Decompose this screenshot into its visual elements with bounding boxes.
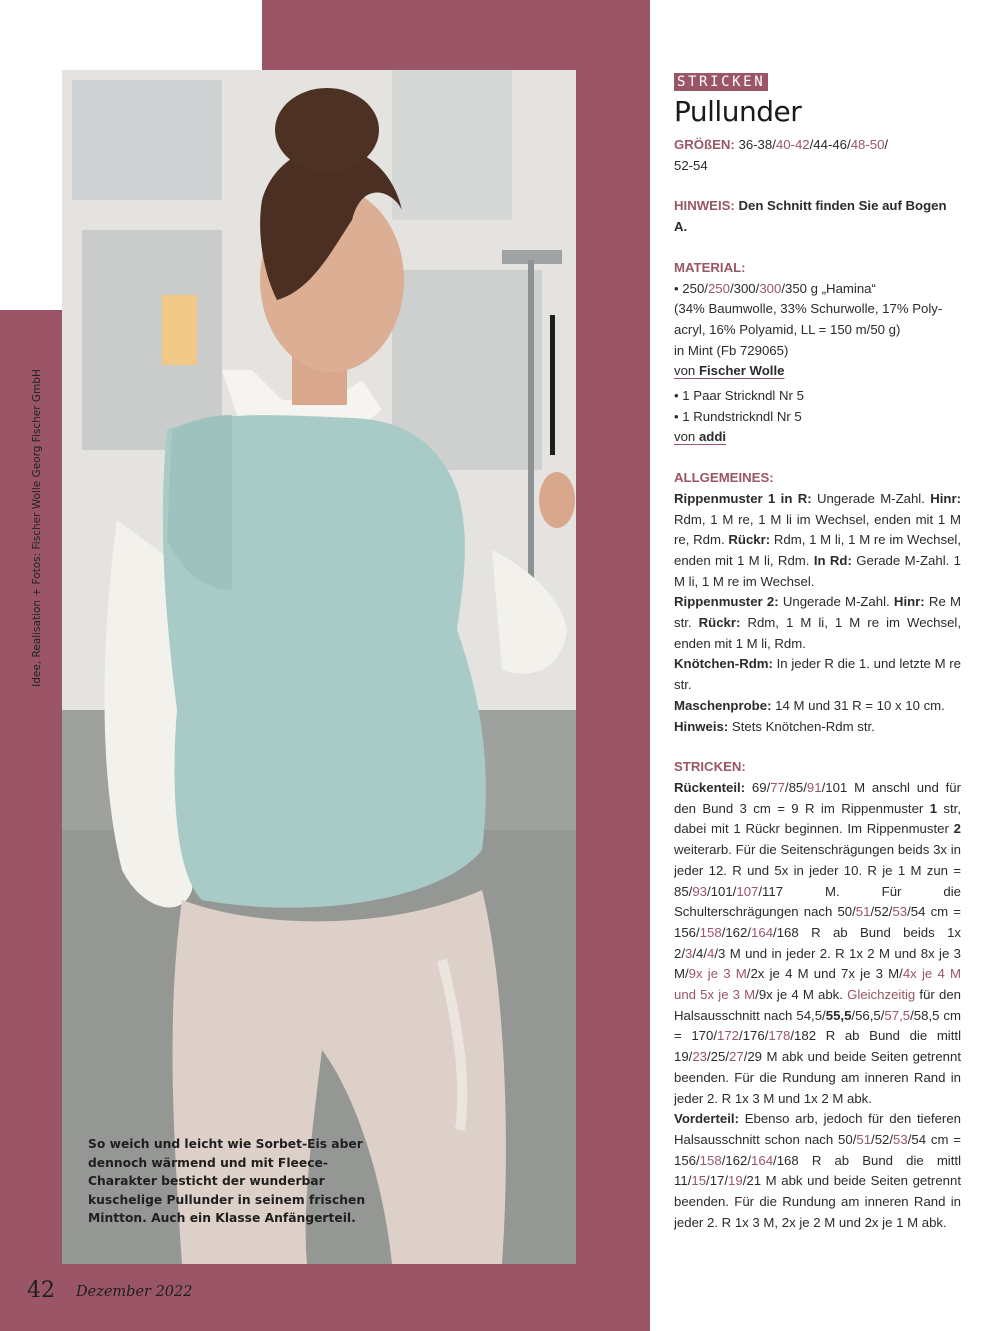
text: Ungerade M-Zahl. xyxy=(811,490,931,506)
text: /117 M. Für die Schulterschrägungen nach 50/ xyxy=(674,883,961,920)
yarn-composition: (34% Baumwolle, 33% Schurwolle, 17% Poly- xyxy=(674,301,943,317)
text: für den Halsausschnitt nach 54,5/ xyxy=(674,987,961,1023)
text: /101/ xyxy=(707,883,737,899)
sizes-section xyxy=(674,135,961,176)
alt-value: 93 xyxy=(692,883,708,899)
alt-value: 250 xyxy=(707,280,730,296)
photo-illustration xyxy=(62,70,576,1264)
text: von xyxy=(674,429,696,445)
alt-value: 53 xyxy=(892,904,908,920)
knitting-section xyxy=(674,757,961,1233)
issue-date: Dezember 2022 xyxy=(76,1284,193,1300)
brand-name: addi xyxy=(698,429,727,445)
text: /4/ xyxy=(692,945,708,961)
text: Ebenso arb, jedoch für den tieferen Halsausschnitt schon nach 50/ xyxy=(674,1111,961,1147)
text: /162/ xyxy=(721,1152,752,1168)
text: /56,5/ xyxy=(851,1007,885,1023)
size: 52-54 xyxy=(674,157,708,173)
text: Rdm, 1 M li, 1 M re im Wechsel, enden mit 1 M li, Rdm. xyxy=(674,615,962,651)
text: /85/ xyxy=(784,779,807,795)
text: von xyxy=(674,363,696,379)
model-photo xyxy=(62,70,576,1264)
category-label: STRICKEN xyxy=(674,73,768,91)
text: /3 M und in jeder 2. R 1x 2 M und 8x je 3 M/ xyxy=(674,945,961,982)
alt-value: 300 xyxy=(759,280,782,296)
alt-value: 91 xyxy=(806,779,822,795)
size-alt: 40-42 xyxy=(775,137,810,152)
knot-edge xyxy=(674,654,961,695)
term: Maschenprobe: xyxy=(674,697,772,713)
text: In jeder R die 1. und letzte M re str. xyxy=(674,656,961,693)
photo-caption: So weich und leicht wie Sorbet-Eis aber dennoch wärmend und mit Fleece-Charakter besticht der wunderbar kuschelige Pullunder in seinem frischen Mintton. Auch ein Klasse Anfängerteil. xyxy=(88,1137,366,1225)
text: /162/ xyxy=(721,924,752,940)
alt-value: 51 xyxy=(856,1131,872,1147)
term: Vorderteil: xyxy=(674,1111,739,1127)
text: str, dabei mit 1 Rückr beginnen. Im Rippenmuster xyxy=(674,800,961,837)
alt-value: 107 xyxy=(736,883,759,899)
term: In Rd: xyxy=(813,552,852,568)
term: Rückr: xyxy=(728,532,771,548)
text: /54 cm = 156/ xyxy=(674,1131,961,1168)
back-instructions xyxy=(674,778,961,1109)
term: Hinr: xyxy=(930,490,962,506)
alt-value: 164 xyxy=(751,924,774,940)
page-number: 42 xyxy=(27,1278,55,1303)
text: • 250/ xyxy=(674,280,708,296)
knitting-label: STRICKEN: xyxy=(674,759,746,775)
text: /2x je 4 M und 7x je 3 M/ xyxy=(746,966,903,982)
alt-value: 51 xyxy=(855,904,871,920)
alt-value: 15 xyxy=(691,1173,707,1189)
alt-value: 57,5 xyxy=(884,1007,911,1023)
text: Re M str. xyxy=(674,594,961,631)
note-section xyxy=(674,196,961,237)
general-note xyxy=(674,717,961,738)
text: /300/ xyxy=(729,280,760,296)
text: /52/ xyxy=(871,1131,894,1147)
size-alt: 48-50 xyxy=(850,137,885,152)
size: 36-38 xyxy=(738,137,773,152)
term: Rippenmuster 1 in R: xyxy=(674,490,812,506)
text: Rdm, 1 M li, 1 M re im Wechsel, enden mit 1 M li, Rdm. xyxy=(674,532,961,568)
text: /52/ xyxy=(870,904,893,920)
needle-item: • 1 Rundstrickndl Nr 5 xyxy=(674,408,802,424)
alt-value: 158 xyxy=(699,924,722,940)
text: /29 M abk und beide Seiten getrennt beenden. Für die Rundung am inneren Rand in jeder 2. R 1x 3 M und 1x 2 M abk. xyxy=(674,1049,961,1106)
alt-value: 9x je 3 M xyxy=(688,966,747,982)
yarn-composition: acryl, 16% Polyamid, LL = 150 m/50 g) xyxy=(674,321,901,337)
brand-name: Fischer Wolle xyxy=(698,363,785,379)
text: weiterarb. Für die Seitenschrägungen beids 3x in jeder 12. R und 5x in jeder 10. R je 1 M zun = 85/ xyxy=(674,842,961,899)
material-section xyxy=(674,258,961,448)
general-label: ALLGEMEINES: xyxy=(674,470,774,486)
term: 2 xyxy=(953,821,961,837)
text: /350 g „Hamina“ xyxy=(781,280,876,296)
size: /44-46/ xyxy=(809,137,851,152)
term: Knötchen-Rdm: xyxy=(674,656,773,672)
alt-value: 4x je 4 M und 5x je 3 M xyxy=(674,966,961,1003)
text: /168 R ab Bund die mittl 11/ xyxy=(674,1152,961,1189)
text: Rdm, 1 M re, 1 M li im Wechsel, enden mit 1 M re, Rdm. xyxy=(674,511,961,548)
term: Rückr: xyxy=(698,615,741,631)
alt-value: 164 xyxy=(751,1152,774,1168)
text: Gerade M-Zahl. 1 M li, 1 M re im Wechsel. xyxy=(674,552,961,589)
alt-value: 19 xyxy=(728,1173,743,1189)
text: /21 M abk und beide Seiten getrennt beenden. Für die Rundung am inneren Rand in jeder 2. R 1x 3 M, 2x je 2 M und 2x je 1 M abk. xyxy=(674,1173,961,1230)
article-title: Pullunder xyxy=(674,95,802,128)
photo-credit: Idee, Realisation + Fotos: Fischer Wolle Georg Fischer GmbH xyxy=(31,369,43,687)
text: Ungerade M-Zahl. xyxy=(778,594,894,610)
alt-value: 172 xyxy=(717,1028,740,1044)
text: /176/ xyxy=(739,1028,769,1044)
size-sep: / xyxy=(772,137,776,152)
needle-item: • 1 Paar Strickndl Nr 5 xyxy=(674,388,804,404)
term: Hinweis: xyxy=(674,718,729,734)
yarn-color: in Mint (Fb 729065) xyxy=(674,342,789,358)
alt-value: 23 xyxy=(692,1049,708,1065)
alt-value: 27 xyxy=(729,1049,744,1065)
text: /182 R ab Bund die mittl 19/ xyxy=(674,1028,961,1065)
text: /25/ xyxy=(707,1049,730,1065)
yarn-line xyxy=(674,279,961,300)
rib-pattern-2 xyxy=(674,592,961,654)
alt-value: 53 xyxy=(893,1131,908,1147)
text: /101 M anschl und für den Bund 3 cm = 9 R im Rippenmuster xyxy=(674,779,962,816)
alt-value: 158 xyxy=(699,1152,722,1168)
text: Stets Knötchen-Rdm str. xyxy=(728,718,875,734)
general-section xyxy=(674,468,961,737)
text: 69/ xyxy=(745,779,771,795)
front-instructions xyxy=(674,1109,961,1233)
alt-value: 77 xyxy=(770,779,785,795)
term: Hinr: xyxy=(893,594,925,610)
alt-value: Gleichzeitig xyxy=(847,987,916,1003)
size-sep: / xyxy=(884,137,889,152)
alt-value: 178 xyxy=(768,1028,791,1044)
sizes-label: GRÖßEN: xyxy=(674,137,735,152)
text: /58,5 cm = 170/ xyxy=(674,1007,962,1044)
text: /168 R ab Bund beids 1x 2/ xyxy=(674,924,961,961)
needle-brand xyxy=(674,427,961,448)
text: /54 cm = 156/ xyxy=(674,904,961,940)
material-label: MATERIAL: xyxy=(674,259,746,275)
note-label: HINWEIS: xyxy=(674,198,735,214)
text: /9x je 4 M abk. xyxy=(755,987,848,1003)
text: /17/ xyxy=(706,1173,729,1189)
alt-value: 4 xyxy=(707,945,715,961)
term: Rippenmuster 2: xyxy=(674,594,779,610)
alt-value: 3 xyxy=(685,945,693,961)
gauge xyxy=(674,696,961,717)
article-column xyxy=(674,72,961,1233)
text: 14 M und 31 R = 10 x 10 cm. xyxy=(771,697,945,713)
term: Rückenteil: xyxy=(674,779,746,795)
yarn-brand xyxy=(674,361,961,382)
term: 1 xyxy=(929,800,938,816)
note-text: Den Schnitt finden Sie auf Bogen A. xyxy=(674,198,947,235)
term: 55,5 xyxy=(825,1007,852,1023)
rib-pattern-1 xyxy=(674,489,961,593)
